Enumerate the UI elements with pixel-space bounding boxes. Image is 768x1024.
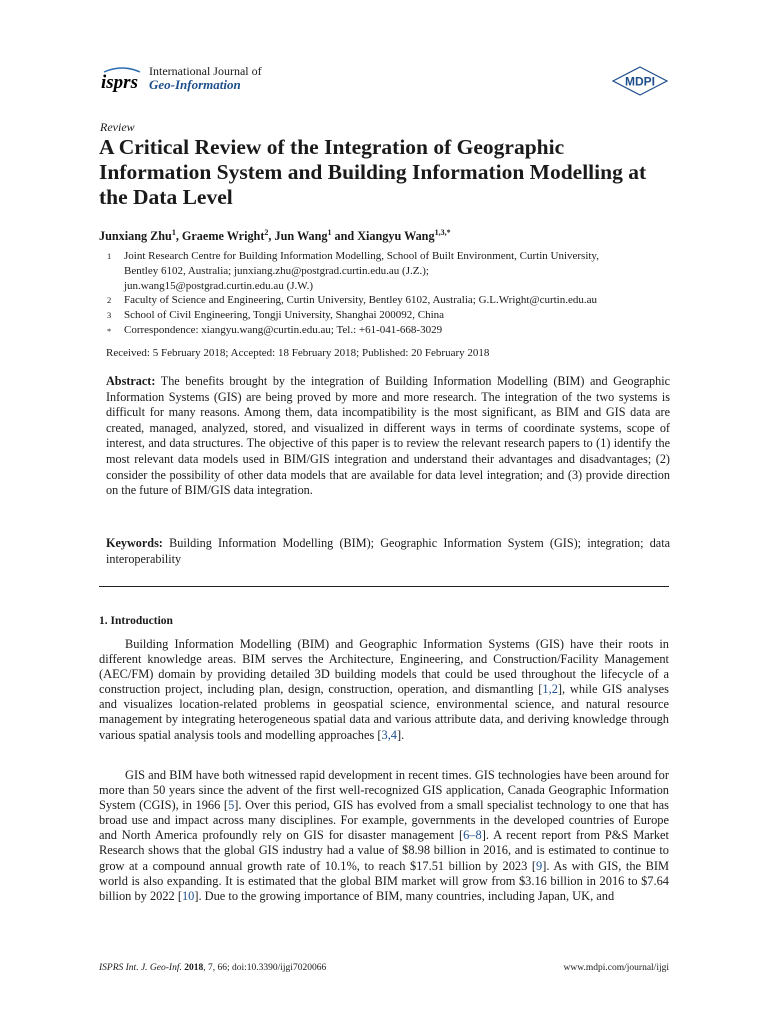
mdpi-logo-text: MDPI — [625, 74, 655, 89]
intro-paragraph-1 — [99, 637, 669, 743]
affiliation-1 — [124, 249, 684, 294]
footer-citation — [99, 963, 326, 973]
affiliation-line: Joint Research Centre for Building Information Modelling, School of Built Environment, Curtin University, — [124, 250, 599, 262]
paragraph-text: GIS and BIM have both witnessed rapid development in recent times. GIS technologies have been around for more than 50 years since the advent of the first well-recognized GIS application, Canada Geographic Information System (CGIS), in 1966 [ — [99, 768, 669, 813]
journal-line2: Geo-Information — [149, 77, 241, 92]
intro-paragraph-2 — [99, 768, 669, 904]
isprs-logo-text: isprs — [101, 72, 138, 93]
author-name: Graeme Wright — [181, 229, 265, 244]
paragraph-text: ], while GIS analyses and visualizes location-related problems in geospatial science, environmental science, and natural resource management by integrating heterogeneous spatial data and various attribute data, and deriving knowledge through various spatial analysis tools and modelling approaches [ — [99, 682, 669, 742]
keywords-text: Building Information Modelling (BIM); Geographic Information System (GIS); integration; data interoperability — [106, 536, 671, 566]
abstract-label: Abstract: — [106, 374, 156, 388]
paragraph-text: Building Information Modelling (BIM) and Geographic Information Systems (GIS) have their roots in different knowledge areas. BIM serves the Architecture, Engineering, and Construction/Facility Management (AEC/FM) domain by providing detailed 3D building models that could be used throughout the lifecycle of a construction project, including plan, design, construction, operation, and dismantling [ — [99, 637, 669, 697]
journal-line1: International Journal of — [149, 64, 262, 78]
section-heading: 1. Introduction — [99, 615, 173, 627]
keywords — [106, 536, 670, 567]
isprs-logo — [100, 66, 144, 94]
mdpi-logo — [611, 66, 669, 96]
affiliation-2 — [124, 293, 684, 308]
author-separator: , — [175, 229, 182, 244]
article-title: A Critical Review of the Integration of Geographic Information System and Building Information Modelling at the Data Level — [99, 135, 647, 209]
affiliation-line: Bentley 6102, Australia; junxiang.zhu@postgrad.curtin.edu.au (J.Z.); — [124, 265, 429, 277]
citation-link[interactable]: 3,4 — [381, 727, 398, 742]
paragraph-text: ]. Due to the growing importance of BIM, many countries, including Japan, UK, and — [194, 888, 615, 903]
affiliation-number: 3 — [107, 310, 112, 320]
author-sup: 2 — [264, 228, 269, 237]
affiliation-number: 1 — [107, 251, 112, 261]
citation-link[interactable]: 10 — [181, 888, 195, 903]
paragraph-text: ]. A recent report from P&S Market Research shows that the global GIS industry had a value of $8.98 billion in 2016, and is estimated to continue to grow at a compound annual growth rate of 10.1%, to reach $17.51 billion by 2023 [ — [99, 828, 669, 873]
paragraph-text: ]. Over this period, GIS has evolved from a small specialist technology to one that has broad use and impact across many disciplines. For example, governments in the developed countries of Europe and North America profoundly rely on GIS for disaster management [ — [99, 798, 669, 843]
section-divider — [99, 586, 669, 587]
author-sup: 1 — [327, 228, 332, 237]
footer-journal: ISPRS Int. J. Geo-Inf. — [99, 963, 182, 973]
keywords-label: Keywords: — [106, 536, 163, 550]
author-name: Xiangyu Wang — [357, 229, 435, 244]
affiliation-number: 2 — [107, 295, 112, 305]
author-name: Junxiang Zhu — [99, 229, 172, 244]
abstract-text: The benefits brought by the integration of Building Information Modelling (BIM) and Geographic Information Systems (GIS) are being proved by more and more research. The integration of the two systems is difficult for many reasons. Among them, data incompatibility is the most significant, as BIM and GIS data are created, managed, analyzed, stored, and visualized in different ways in terms of coordinate systems, scope of interest, and data structures. The objective of this paper is to review the relevant research papers to (1) identify the most relevant data models used in BIM/GIS integration and understand their advantages and disadvantages; (2) consider the possibility of other data models that are available for data level integration; and (3) provide direction on the future of BIM/GIS data integration. — [106, 374, 670, 498]
journal-name — [149, 64, 262, 92]
paragraph-text: ]. — [397, 727, 405, 742]
citation-link[interactable]: 1,2 — [542, 682, 558, 697]
article-type: Review — [100, 120, 135, 134]
publication-dates: Received: 5 February 2018; Accepted: 18 February 2018; Published: 20 February 2018 — [106, 347, 490, 359]
abstract — [106, 374, 670, 499]
footer-url[interactable]: www.mdpi.com/journal/ijgi — [563, 963, 669, 973]
paragraph-text: ]. As with GIS, the BIM world is also expanding. It is estimated that the global BIM market will grow from $3.16 billion in 2016 to $7.64 billion by 2022 [ — [99, 858, 669, 903]
author-separator: , — [268, 229, 275, 244]
affiliation-line: Faculty of Science and Engineering, Curtin University, Bentley 6102, Australia; G.L.Wright@curtin.edu.au — [124, 294, 598, 306]
affiliation-3 — [124, 308, 684, 323]
author-name: Jun Wang — [274, 229, 328, 244]
author-separator: and — [331, 229, 358, 244]
author-sup: 1 — [171, 228, 176, 237]
correspondence-line: Correspondence: xiangyu.wang@curtin.edu.au; Tel.: +61-041-668-3029 — [124, 324, 443, 336]
citation-link[interactable]: 6–8 — [463, 828, 482, 843]
affiliation-line: School of Civil Engineering, Tongji University, Shanghai 200092, China — [124, 309, 445, 321]
citation-link[interactable]: 5 — [228, 798, 235, 813]
citation-link[interactable]: 9 — [536, 858, 543, 873]
footer-year: 2018 — [184, 963, 204, 973]
correspondence-marker: * — [107, 326, 112, 336]
correspondence — [124, 323, 684, 338]
author-sup: 1,3,* — [434, 228, 451, 237]
author-list — [99, 228, 451, 244]
footer-doi: , 7, 66; doi:10.3390/ijgi7020066 — [203, 963, 327, 973]
affiliation-line: jun.wang15@postgrad.curtin.edu.au (J.W.) — [124, 280, 314, 292]
